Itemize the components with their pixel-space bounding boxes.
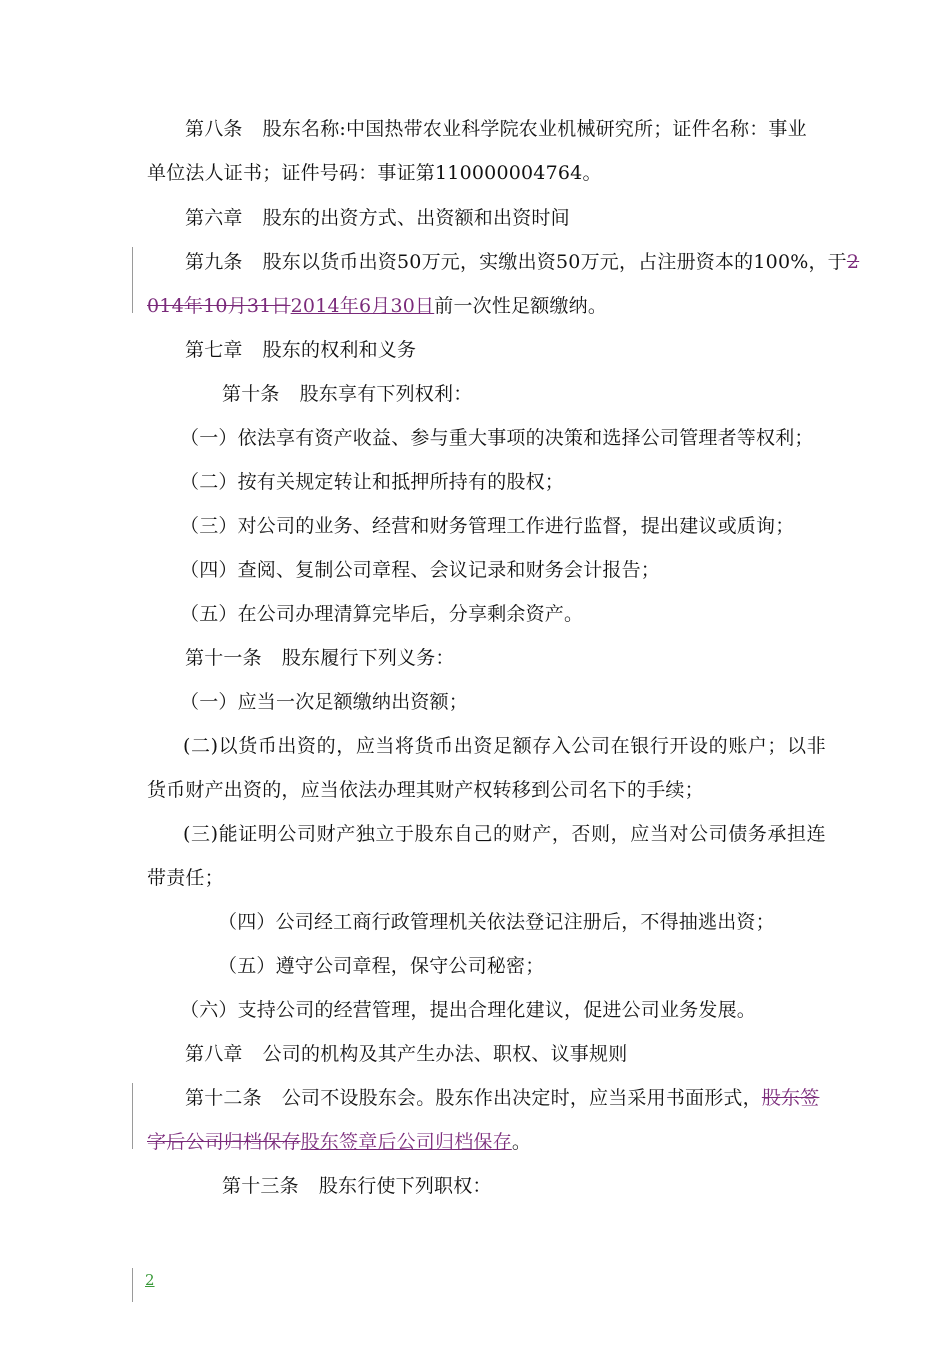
right-item-4: （四）查阅、复制公司章程、会议记录和财务会计报告； bbox=[180, 559, 661, 581]
change-bar-2 bbox=[132, 1083, 133, 1149]
duty-item-2-line-1: (二)以货币出资的，应当将货币出资足额存入公司在银行开设的账户；以非 bbox=[183, 735, 827, 757]
right-item-5: （五）在公司办理清算完毕后，分享剩余资产。 bbox=[180, 603, 584, 625]
deleted-text: 字后公司归档保存 bbox=[147, 1131, 301, 1153]
change-bar-3 bbox=[132, 1268, 133, 1302]
article-12-text: 公司不设股东会。股东作出决定时，应当采用书面形式， bbox=[281, 1087, 762, 1109]
duty-item-4: （四）公司经工商行政管理机关依法登记注册后，不得抽逃出资； bbox=[218, 911, 775, 933]
chapter-8-title bbox=[185, 1041, 627, 1067]
article-8-heading: 第八条 bbox=[185, 118, 243, 140]
chapter-6-text: 股东的出资方式、出资额和出资时间 bbox=[262, 207, 570, 229]
chapter-7-number: 第七章 bbox=[185, 339, 243, 361]
deleted-text: 2 bbox=[846, 251, 860, 273]
article-12-line-2 bbox=[147, 1129, 531, 1155]
article-8-text: 股东名称:中国热带农业科学院农业机械研究所；证件名称：事业 bbox=[262, 118, 807, 140]
article-9-line-1 bbox=[185, 249, 859, 275]
deleted-date: 014年10月31日 bbox=[147, 295, 291, 317]
article-9-tail: 前一次性足额缴纳。 bbox=[434, 295, 608, 317]
article-11-text: 股东履行下列义务： bbox=[281, 647, 455, 669]
duty-item-2-line-2: 货币财产出资的，应当依法办理其财产权转移到公司名下的手续； bbox=[147, 779, 704, 801]
article-13-title bbox=[222, 1173, 492, 1199]
chapter-8-number: 第八章 bbox=[185, 1043, 243, 1065]
duty-item-1: （一）应当一次足额缴纳出资额； bbox=[180, 691, 469, 713]
chapter-7-text: 股东的权利和义务 bbox=[262, 339, 417, 361]
right-item-1: （一）依法享有资产收益、参与重大事项的决策和选择公司管理者等权利； bbox=[180, 427, 814, 449]
page-number: 2 bbox=[145, 1271, 155, 1289]
article-11-title bbox=[185, 645, 455, 671]
duty-item-3-line-2: 带责任； bbox=[147, 867, 224, 889]
change-bar-1 bbox=[132, 247, 133, 313]
duty-item-3-line-1: (三)能证明公司财产独立于股东自己的财产，否则，应当对公司债务承担连 bbox=[183, 823, 827, 845]
article-8-line-1 bbox=[185, 116, 807, 142]
deleted-text: 股东签 bbox=[761, 1087, 820, 1109]
inserted-text: 股东签章后公司归档保存 bbox=[300, 1131, 512, 1153]
article-13-text: 股东行使下列职权： bbox=[318, 1175, 492, 1197]
article-9-line-2 bbox=[147, 293, 607, 319]
article-9-heading: 第九条 bbox=[185, 251, 243, 273]
duty-item-5: （五）遵守公司章程，保守公司秘密； bbox=[218, 955, 545, 977]
article-10-title bbox=[222, 381, 472, 407]
chapter-6-number: 第六章 bbox=[185, 207, 243, 229]
duty-item-6: （六）支持公司的经营管理，提出合理化建议，促进公司业务发展。 bbox=[180, 999, 757, 1021]
article-12-tail: 。 bbox=[511, 1131, 532, 1153]
right-item-3: （三）对公司的业务、经营和财务管理工作进行监督，提出建议或质询； bbox=[180, 515, 795, 537]
article-10-heading: 第十条 bbox=[222, 383, 280, 405]
article-12-heading: 第十二条 bbox=[185, 1087, 262, 1109]
article-12-line-1 bbox=[185, 1085, 819, 1111]
right-item-2: （二）按有关规定转让和抵押所持有的股权； bbox=[180, 471, 565, 493]
chapter-6-title bbox=[185, 205, 570, 231]
chapter-7-title bbox=[185, 337, 416, 363]
article-9-text: 股东以货币出资50万元，实缴出资50万元，占注册资本的100%，于 bbox=[262, 251, 847, 273]
inserted-date: 2014年6月30日 bbox=[290, 295, 435, 317]
article-13-heading: 第十三条 bbox=[222, 1175, 299, 1197]
article-11-heading: 第十一条 bbox=[185, 647, 262, 669]
article-10-text: 股东享有下列权利： bbox=[299, 383, 473, 405]
chapter-8-text: 公司的机构及其产生办法、职权、议事规则 bbox=[262, 1043, 628, 1065]
article-8-line-2: 单位法人证书；证件号码：事证第110000004764。 bbox=[147, 162, 602, 184]
